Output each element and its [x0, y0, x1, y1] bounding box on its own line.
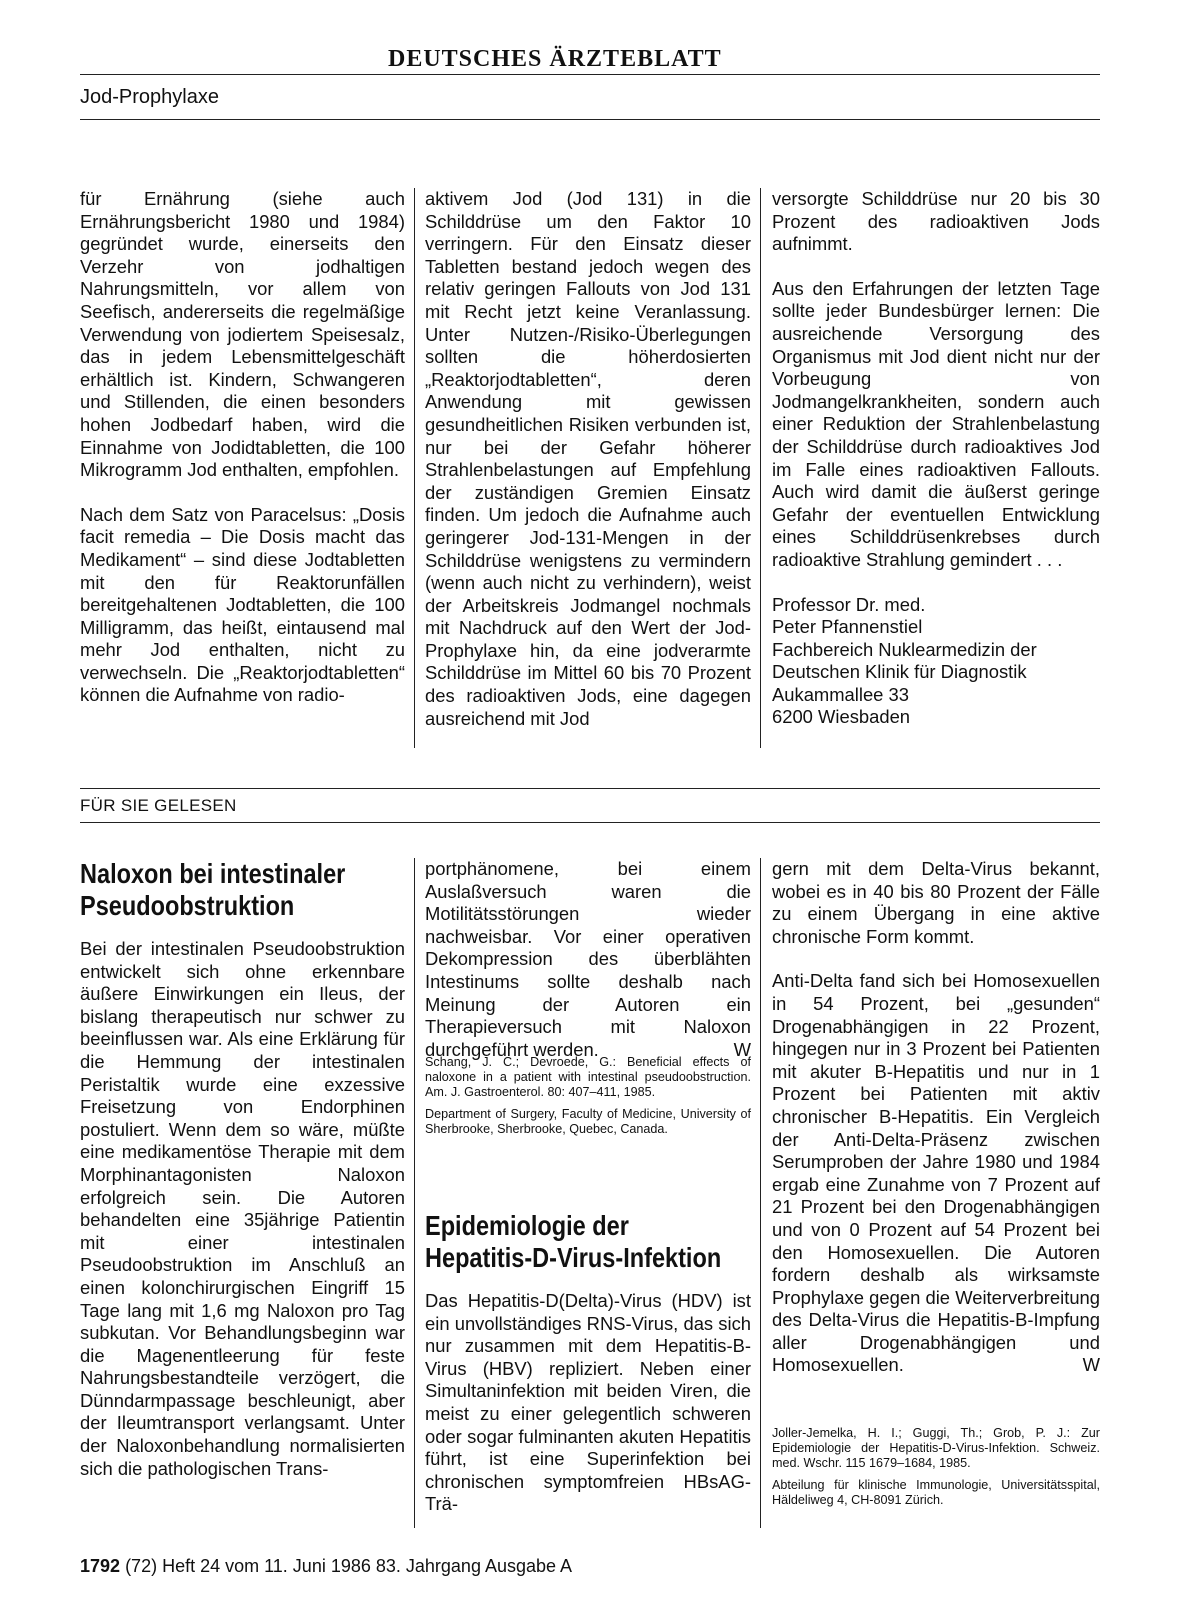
paragraph: aktivem Jod (Jod 131) in die Schilddrüse um den Faktor 10 verringern. Für den Einsatz dieser Tabletten bestand jedoch wegen des relativ geringen Fallouts von Jod 131 mit Recht jetzt keine Veranlassung. Unter Nutzen-/Risiko-Überlegungen sollten die höherdosierten „Reaktorjodtabletten“, deren Anwendung mit gewissen gesundheitlichen Risiken verbunden ist, nur bei der Gefahr höherer Strahlenbelastungen auf Empfehlung der zuständigen Gremien Einsatz finden. Um jedoch die Aufnahme auch geringerer Jod-131-Mengen in der Schilddrüse wenigstens zu vermindern (wenn auch nicht zu verhindern), weist der Arbeitskreis Jodmangel nochmals mit Nachdruck auf den Wert der Jod-Prophylaxe hin, da eine jodverarmte Schilddrüse im Mittel 60 bis 70 Prozent des radioaktiven Jods, eine dagegen ausreichend mit Jod — [425, 188, 751, 729]
paragraph — [772, 970, 1100, 1377]
naloxon-references — [425, 1055, 751, 1143]
author-initial: W — [1082, 1354, 1100, 1376]
page-footer — [80, 1556, 572, 1577]
paragraph: Aus den Erfahrungen der letzten Tage sollte jeder Bundesbürger lernen: Die ausreichende Versorgung des Organismus mit Jod dient nicht nur der Vorbeugung von Jodmangelkrankheiten, sondern auch einer Reduktion der Strahlenbelastung der Schilddrüse durch radioaktives Jod im Falle eines radioaktiven Fallouts. Auch wird damit die äußerst geringe Gefahr der eventuellen Entwicklung eines Schilddrüsenkrebses durch radioaktive Strahlung gemindert . . . — [772, 277, 1100, 570]
page-number: 1792 — [80, 1556, 121, 1576]
section-title: Jod-Prophylaxe — [80, 86, 219, 108]
paragraph: versorgte Schilddrüse nur 20 bis 30 Prozent des radioaktiven Jods aufnimmt. — [772, 188, 1100, 255]
header-rule — [80, 74, 1100, 75]
headline-line: Pseudoobstruktion — [80, 890, 295, 921]
headline-line: Epidemiologie der — [425, 1210, 629, 1241]
section-label: FÜR SIE GELESEN — [80, 796, 237, 815]
section-rule — [80, 119, 1100, 120]
paragraph: gern mit dem Delta-Virus bekannt, wobei es in 40 bis 80 Prozent der Fälle zu einem Übergang in eine aktive chronische Form kommt. — [772, 858, 1100, 947]
column-divider — [414, 188, 415, 748]
signature-line: Professor Dr. med. — [772, 593, 926, 615]
naloxon-column-1 — [80, 938, 405, 1502]
signature-line: Deutschen Klinik für Diagnostik — [772, 661, 1027, 683]
signature-line: Peter Pfannenstiel — [772, 616, 923, 638]
top-article-column-2 — [425, 188, 751, 752]
paragraph-text: Anti-Delta fand sich bei Homosexuellen in 54 Prozent, bei „gesunden“ Drogenabhängigen in 22 Prozent, hingegen nur in 3 Prozent bei Patienten mit akuter B-Hepatitis und nur in 1 Prozent bei Patienten mit aktiv chronischer B-Hepatitis. Ein Vergleich der Anti-Delta-Präsenz zwischen Serumproben der Jahre 1980 und 1984 ergab eine Zunahme von 7 Prozent auf 21 Prozent bei den Drogenabhängigen und von 0 Prozent auf 54 Prozent bei den Homosexuellen. Die Autoren fordern deshalb als wirksamste Prophylaxe gegen die Weiterverbreitung des Delta-Virus die Hepatitis-B-Impfung aller Drogenabhängigen und Homosexuellen. — [772, 970, 1100, 1376]
signature-line: 6200 Wiesbaden — [772, 706, 911, 728]
paragraph: für Ernährung (siehe auch Ernährungsbericht 1980 und 1984) gegründet wurde, einerseits den Verzehr von jodhaltigen Nahrungsmitteln, vor allem von Seefisch, andererseits die regelmäßige Verwendung von jodiertem Speisesalz, das in jedem Lebensmittelgeschäft erhältlich ist. Kindern, Schwangeren und Stillenden, die einen besonders hohen Jodbedarf haben, wird die Einnahme von Jodidtabletten, die 100 Mikrogramm Jod enthalten, empfohlen. — [80, 188, 405, 481]
reference: Schang, J. C.; Devroede, G.: Beneficial effects of naloxone in a patient with intestinal pseudoobstruction. Am. J. Gastroenterol. 80: 407–411, 1985. — [425, 1055, 751, 1100]
reference: Joller-Jemelka, H. I.; Guggi, Th.; Grob, P. J.: Zur Epidemiologie der Hepatitis-D-Virus-Infektion. Schweiz. med. Wschr. 115 1679–1684, 1985. — [772, 1426, 1100, 1471]
reference: Abteilung für klinische Immunologie, Universitätsspital, Häldeliweg 4, CH-8091 Zürich. — [772, 1477, 1100, 1507]
paragraph: Nach dem Satz von Paracelsus: „Dosis facit remedia – Die Dosis macht das Medikament“ – sind diese Jodtabletten mit den für Reaktorunfällen bereitgehaltenen Jodtabletten, die 100 Milligramm, das heißt, eintausend mal mehr Jod enthalten, nicht zu verwechseln. Die „Reaktorjodtabletten“ können die Aufnahme von radio- — [80, 503, 405, 706]
issue-info: (72) Heft 24 vom 11. Juni 1986 83. Jahrgang Ausgabe A — [125, 1556, 573, 1576]
headline-line: Hepatitis-D-Virus-Infektion — [425, 1242, 722, 1273]
article-headline — [80, 858, 345, 922]
masthead: DEUTSCHES ÄRZTEBLATT — [388, 46, 722, 72]
top-article-column-1 — [80, 188, 405, 729]
signature-line: Aukammallee 33 — [772, 683, 909, 705]
paragraph: Bei der intestinalen Pseudoobstruktion entwickelt sich ohne erkennbare äußere Einwirkungen ein Ileus, der bislang therapeutisch nur schwer zu beeinflussen war. Als eine Erklärung für die Hemmung der intestinalen Peristaltik wurde eine exzessive Freisetzung von Endorphinen postuliert. Wenn dem so wäre, müßte eine medikamentöse Therapie mit dem Morphinantagonisten Naloxon erfolgreich sein. Die Autoren behandelten eine 35jährige Patientin mit einer intestinalen Pseudoobstruktion im Anschluß an einen kolonchirurgischen Eingriff 15 Tage lang mit 1,6 mg Naloxon pro Tag subkutan. Vor Behandlungsbeginn war die Magenentleerung für feste Nahrungsbestandteile verzögert, die Dünndarmpassage beschleunigt, aber der Ileumtransport verlangsamt. Unter der Naloxonbehandlung normalisierten sich die pathologischen Trans- — [80, 938, 405, 1479]
column-divider — [760, 858, 761, 1528]
top-article-column-3 — [772, 188, 1100, 729]
paragraph — [425, 858, 751, 1061]
article-headline — [425, 1210, 721, 1274]
author-initial: W — [733, 1038, 751, 1060]
paragraph-text: portphänomene, bei einem Auslaßversuch waren die Motilitätsstörungen wieder nachweisbar. Vor einer operativen Dekompression des überblähten Intestinums sollte deshalb nach Meinung der Autoren ein Therapieversuch mit Naloxon durchgeführt werden. — [425, 858, 751, 1060]
column-divider — [414, 858, 415, 1528]
signature-line: Fachbereich Nuklearmedizin der — [772, 638, 1037, 660]
section-rule — [80, 822, 1100, 823]
paragraph: Das Hepatitis-D(Delta)-Virus (HDV) ist ein unvollständiges RNS-Virus, das sich nur zusammen mit dem Hepatitis-B-Virus (HBV) repliziert. Neben einer Simultaninfektion mit beiden Viren, die meist zu einer gelegentlich schweren oder sogar fulminanten akuten Hepatitis führt, ist eine Superinfektion bei chronischen symptomfreien HBsAG-Trä- — [425, 1290, 751, 1515]
hdv-references — [772, 1426, 1100, 1514]
naloxon-column-2 — [425, 858, 751, 1083]
hdv-column-1 — [425, 1290, 751, 1538]
headline-line: Naloxon bei intestinaler — [80, 858, 346, 889]
column-divider — [760, 188, 761, 748]
hdv-column-2 — [772, 858, 1100, 1399]
section-rule — [80, 788, 1100, 789]
reference: Department of Surgery, Faculty of Medicine, University of Sherbrooke, Sherbrooke, Quebec, Canada. — [425, 1106, 751, 1136]
author-signature — [772, 594, 1100, 730]
